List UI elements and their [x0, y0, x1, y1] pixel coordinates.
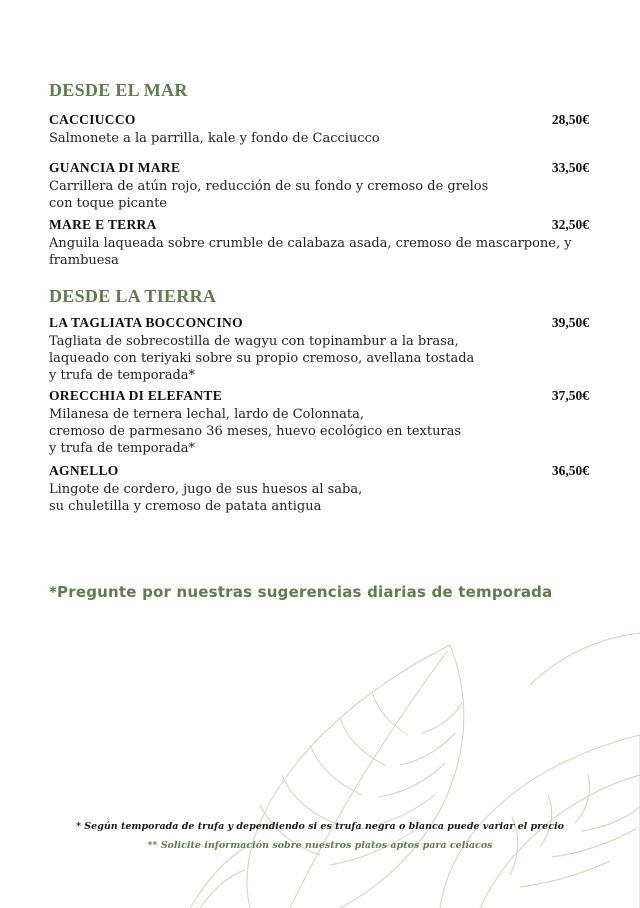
menu-item-la-tagliata-bocconcino	[49, 315, 589, 384]
item-price: 33,50€	[551, 160, 589, 175]
item-description: Milanesa de ternera lechal, lardo de Colonnata, cremoso de parmesano 36 meses, huevo ecológico en texturas y trufa de temporada*	[49, 407, 462, 456]
leaf-illustration	[190, 625, 640, 908]
item-price: 39,50€	[551, 315, 589, 330]
celiac-footnote: ** Solicite información sobre nuestros platos aptos para celíacos	[147, 840, 493, 851]
item-description: Tagliata de sobrecostilla de wagyu con topinambur a la brasa, laqueado con teriyaki sobre su propio cremoso, avellana tostada y trufa de temporada*	[49, 334, 475, 383]
item-name: AGNELLO	[49, 463, 119, 478]
section-title: DESDE EL MAR	[49, 80, 188, 100]
menu-item-cacciucco	[49, 112, 589, 147]
section-desde-la-tierra	[49, 286, 589, 307]
item-description: Carrillera de atún rojo, reducción de su fondo y cremoso de grelos con toque picante	[49, 179, 489, 211]
item-name: ORECCHIA DI ELEFANTE	[49, 388, 223, 403]
section-title: DESDE LA TIERRA	[49, 286, 217, 306]
item-description: Lingote de cordero, jugo de sus huesos al saba, su chuletilla y cremoso de patata antigua	[49, 482, 363, 514]
seasonal-suggestion-note: *Pregunte por nuestras sugerencias diarias de temporada	[49, 583, 553, 601]
item-price: 28,50€	[551, 112, 589, 127]
menu-item-agnello	[49, 463, 589, 515]
item-name: MARE E TERRA	[49, 217, 157, 232]
item-name: LA TAGLIATA BOCCONCINO	[49, 315, 243, 330]
item-name: GUANCIA DI MARE	[49, 160, 181, 175]
menu-item-orecchia-di-elefante	[49, 388, 589, 457]
truffle-footnote: * Según temporada de trufa y dependiendo si es trufa negra o blanca puede variar el precio	[76, 821, 564, 832]
menu-item-mare-e-terra	[49, 217, 589, 269]
item-price: 36,50€	[551, 463, 589, 478]
section-desde-el-mar	[49, 80, 589, 101]
item-description: Anguila laqueada sobre crumble de calabaza asada, cremoso de mascarpone, y frambuesa	[49, 236, 572, 268]
item-price: 37,50€	[551, 388, 589, 403]
item-price: 32,50€	[551, 217, 589, 232]
menu-item-guancia-di-mare	[49, 160, 589, 212]
item-description: Salmonete a la parrilla, kale y fondo de Cacciucco	[49, 131, 380, 146]
item-name: CACCIUCCO	[49, 112, 136, 127]
